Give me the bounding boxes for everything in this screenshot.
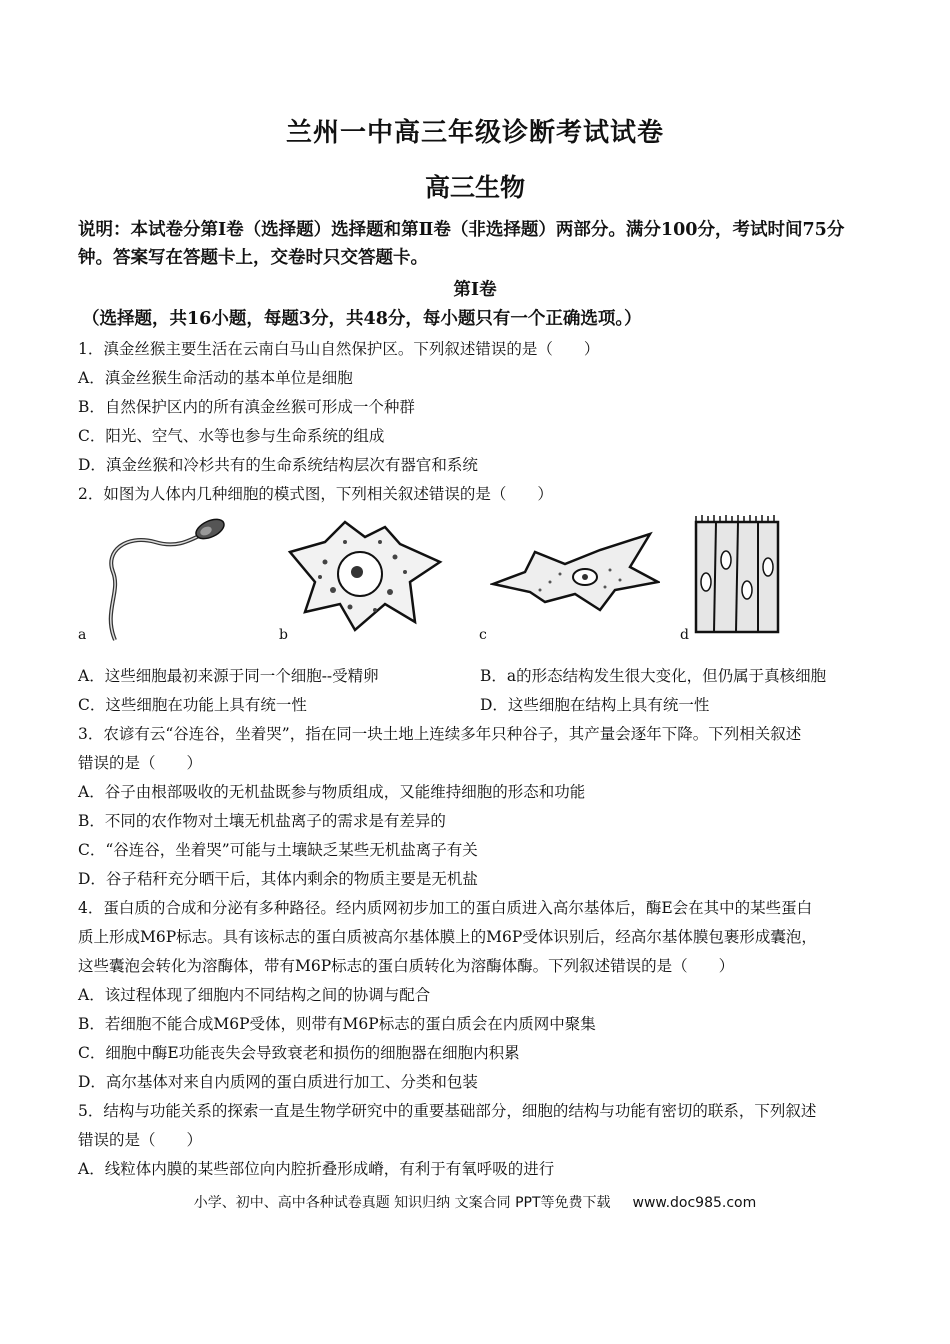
q4-option-b: B．若细胞不能合成M6P受体，则带有M6P标志的蛋白质会在内质网中聚集	[78, 1015, 596, 1033]
volume-label: 第Ⅰ卷	[453, 280, 497, 300]
figure-label-b: b	[279, 627, 288, 643]
q1-option-b: B．自然保护区内的所有滇金丝猴可形成一个种群	[78, 398, 415, 416]
epithelial-cells-figure	[692, 512, 782, 637]
q5-stem-line1: 5．结构与功能关系的探索一直是生物学研究中的重要基础部分，细胞的结构与功能有密切的联系，下列叙述	[78, 1102, 817, 1120]
section-instruction: （选择题，共16小题，每题3分，共48分，每小题只有一个正确选项。）	[82, 309, 642, 329]
subject-title: 高三生物	[424, 173, 525, 202]
q1-option-d: D．滇金丝猴和冷杉共有的生命系统结构层次有器官和系统	[78, 456, 478, 474]
footer-url[interactable]: www.doc985.com	[632, 1195, 757, 1211]
exam-instructions: 说明：本试卷分第Ⅰ卷（选择题）选择题和第Ⅱ卷（非选择题）两部分。满分100分，考试时间75分钟。答案写在答题卡上，交卷时只交答题卡。	[78, 220, 845, 268]
spindle-cell-figure	[490, 512, 660, 622]
q2-option-a: A．这些细胞最初来源于同一个细胞--受精卵	[78, 667, 379, 685]
q2-option-d: D．这些细胞在结构上具有统一性	[480, 696, 710, 714]
footer-text: 小学、初中、高中各种试卷真题 知识归纳 文案合同 PPT等免费下载	[193, 1195, 611, 1211]
stellate-cell-figure	[285, 512, 445, 637]
sperm-cell-figure	[95, 512, 230, 642]
figure-label-a: a	[78, 627, 87, 643]
q4-stem-line2: 质上形成M6P标志。具有该标志的蛋白质被高尔基体膜上的M6P受体识别后，经高尔基体膜包裹形成囊泡，	[78, 928, 817, 946]
figure-label-c: c	[479, 627, 487, 643]
q2-option-c: C．这些细胞在功能上具有统一性	[78, 696, 307, 714]
q2-option-b: B．a的形态结构发生很大变化，但仍属于真核细胞	[480, 667, 827, 685]
exam-title: 兰州一中高三年级诊断考试试卷	[285, 118, 664, 148]
q5-option-a: A．线粒体内膜的某些部位向内腔折叠形成嵴，有利于有氧呼吸的进行	[78, 1160, 555, 1178]
q4-stem-line1: 4．蛋白质的合成和分泌有多种路径。经内质网初步加工的蛋白质进入高尔基体后，酶E会在其中的某些蛋白	[78, 899, 813, 917]
q3-stem-line1: 3．农谚有云“谷连谷，坐着哭”，指在同一块土地上连续多年只种谷子，其产量会逐年下降。下列相关叙述	[78, 725, 802, 743]
q3-option-d: D．谷子秸秆充分晒干后，其体内剩余的物质主要是无机盐	[78, 870, 478, 888]
figure-label-d: d	[680, 627, 689, 643]
q4-option-d: D．高尔基体对来自内质网的蛋白质进行加工、分类和包装	[78, 1073, 478, 1091]
q4-option-c: C．细胞中酶E功能丧失会导致衰老和损伤的细胞器在细胞内积累	[78, 1044, 520, 1062]
q1-stem: 1．滇金丝猴主要生活在云南白马山自然保护区。下列叙述错误的是（ ）	[78, 340, 600, 358]
q3-option-a: A．谷子由根部吸收的无机盐既参与物质组成，又能维持细胞的形态和功能	[78, 783, 586, 801]
page-footer	[0, 1192, 950, 1212]
q4-option-a: A．该过程体现了细胞内不同结构之间的协调与配合	[78, 986, 431, 1004]
q3-stem-line2: 错误的是（ ）	[78, 754, 203, 772]
q4-stem-line3: 这些囊泡会转化为溶酶体，带有M6P标志的蛋白质转化为溶酶体酶。下列叙述错误的是（ ）	[78, 957, 735, 975]
q1-option-a: A．滇金丝猴生命活动的基本单位是细胞	[78, 369, 353, 387]
q5-stem-line2: 错误的是（ ）	[78, 1131, 203, 1149]
q1-option-c: C．阳光、空气、水等也参与生命系统的组成	[78, 427, 385, 445]
q2-stem: 2．如图为人体内几种细胞的模式图，下列相关叙述错误的是（ ）	[78, 485, 553, 503]
q3-option-c: C．“谷连谷，坐着哭”可能与土壤缺乏某些无机盐离子有关	[78, 841, 478, 859]
q3-option-b: B．不同的农作物对土壤无机盐离子的需求是有差异的	[78, 812, 446, 830]
